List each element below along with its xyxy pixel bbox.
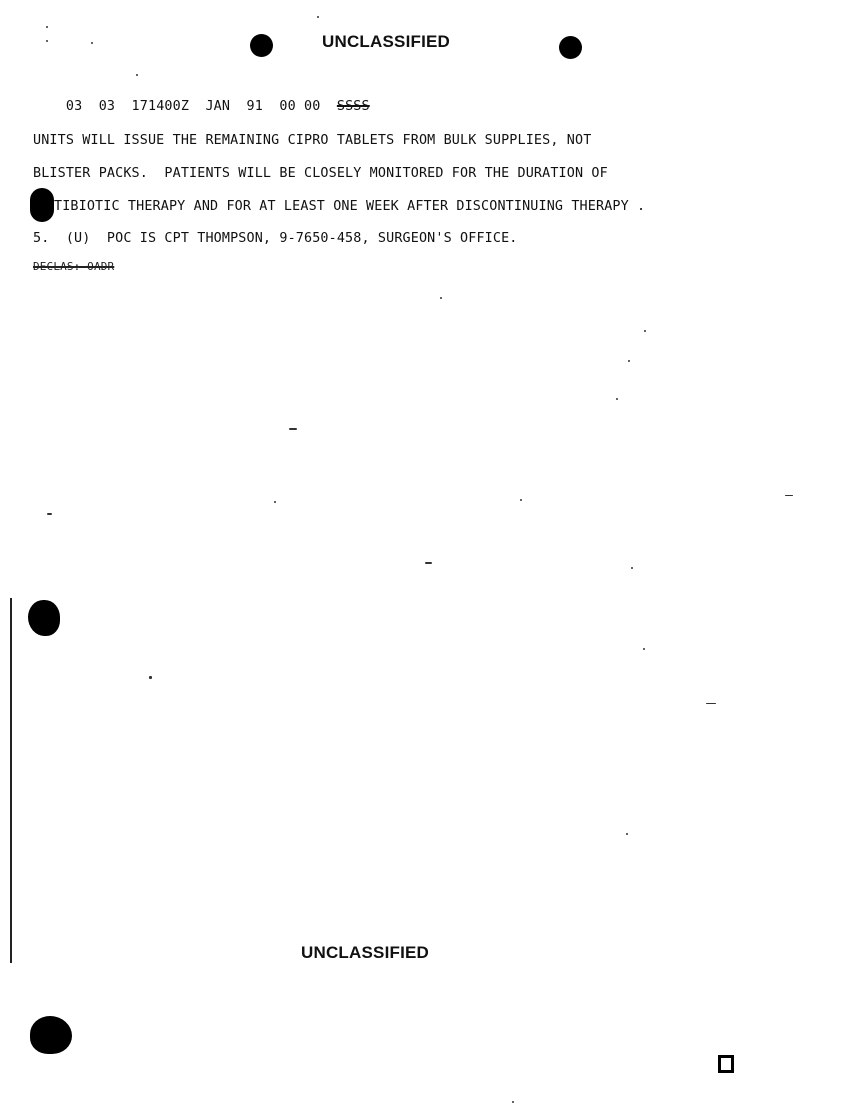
punch-hole-margin	[30, 188, 54, 222]
scan-speck	[706, 703, 716, 704]
body-line-4: 5. (U) POC IS CPT THOMPSON, 9-7650-458, SURGEON'S OFFICE.	[33, 231, 518, 246]
scan-speck	[289, 428, 297, 430]
scan-speck	[785, 495, 793, 496]
scan-speck	[425, 562, 432, 564]
scan-speck	[91, 42, 93, 44]
body-line-3: TIBIOTIC THERAPY AND FOR AT LEAST ONE WEEK AFTER DISCONTINUING THERAPY .	[54, 199, 646, 214]
punch-hole-top-right	[559, 36, 582, 59]
scan-speck	[136, 74, 138, 76]
declas-line: DECLAS: OADR	[33, 260, 115, 273]
dtg-struck-classification: SSSS	[336, 99, 370, 114]
scan-speck	[440, 297, 442, 299]
scan-speck	[149, 676, 152, 679]
scan-speck	[46, 26, 48, 28]
scan-speck	[626, 833, 628, 835]
scan-speck	[47, 513, 52, 515]
classification-bottom: UNCLASSIFIED	[301, 943, 430, 962]
body-line-1: UNITS WILL ISSUE THE REMAINING CIPRO TABLETS FROM BULK SUPPLIES, NOT	[33, 133, 592, 148]
scan-speck	[644, 330, 646, 332]
dtg-text: 03 03 171400Z JAN 91 00 00	[65, 99, 337, 114]
scan-speck	[317, 16, 319, 18]
scan-margin-line	[10, 598, 12, 963]
punch-hole-top-left	[250, 34, 273, 57]
punch-hole-mid-left	[28, 600, 60, 636]
scan-speck	[643, 648, 645, 650]
scan-speck	[274, 501, 276, 503]
scan-speck	[512, 1101, 514, 1103]
scan-speck	[46, 40, 48, 42]
scan-speck	[631, 567, 633, 569]
scan-speck	[628, 360, 630, 362]
body-line-2: BLISTER PACKS. PATIENTS WILL BE CLOSELY MONITORED FOR THE DURATION OF	[33, 166, 608, 181]
classification-top: UNCLASSIFIED	[322, 32, 451, 51]
dtg-line	[33, 84, 370, 129]
scan-speck	[616, 398, 618, 400]
scan-speck	[520, 499, 522, 501]
checkbox-mark	[718, 1055, 734, 1073]
punch-hole-bottom-left	[30, 1016, 72, 1054]
